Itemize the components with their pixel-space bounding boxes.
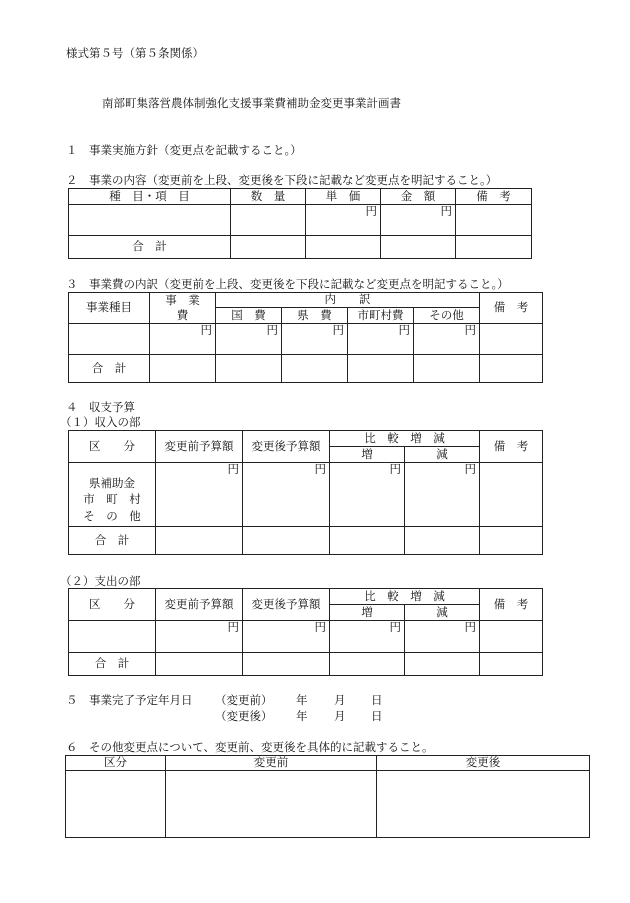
header-item: 種 目・項 目 — [69, 189, 231, 205]
income-item-municipal: 市 町 村 — [83, 492, 141, 507]
header-increase: 増 — [330, 447, 405, 463]
quantity-cell[interactable] — [231, 205, 306, 236]
decrease-cell[interactable]: 円 — [405, 463, 480, 527]
income-item-prefecture: 県補助金 — [89, 476, 135, 491]
total-remarks-cell[interactable] — [480, 527, 543, 555]
total-before-cell[interactable] — [156, 527, 243, 555]
completion-before-label: （変更前） — [215, 693, 273, 707]
section-2-heading: ２ 事業の内容（変更前を上段、変更後を下段に記載など変更点を明記すること。） — [66, 173, 498, 187]
completion-after-month: 月 — [334, 709, 346, 723]
header-project-cost-top: 事 業 — [150, 293, 216, 308]
section-5-heading: ５ 事業完了予定年月日 — [66, 693, 193, 707]
expense-heading: （２）支出の部 — [60, 574, 141, 588]
header-category: 区 分 — [69, 589, 156, 621]
header-project-type: 事業種目 — [69, 293, 150, 324]
other-changes-table — [65, 755, 590, 838]
header-unit-price: 単 価 — [306, 189, 381, 205]
header-remarks: 備 考 — [480, 293, 543, 324]
header-other: その他 — [414, 308, 480, 324]
total-increase-cell[interactable] — [330, 653, 405, 676]
header-increase: 増 — [330, 605, 405, 621]
remarks-cell[interactable] — [456, 205, 532, 236]
total-label: 合 計 — [69, 355, 150, 383]
header-municipal: 市町村費 — [348, 308, 414, 324]
increase-cell[interactable]: 円 — [330, 621, 405, 653]
total-after-cell[interactable] — [243, 653, 330, 676]
before-budget-cell[interactable]: 円 — [156, 463, 243, 527]
header-before-budget: 変更前予算額 — [156, 589, 243, 621]
header-category: 区分 — [66, 756, 166, 771]
header-before-change: 変更前 — [166, 756, 377, 771]
income-table — [68, 430, 543, 555]
remarks-cell[interactable] — [480, 621, 543, 653]
remarks-cell[interactable] — [480, 324, 543, 355]
total-remarks-cell[interactable] — [456, 236, 532, 259]
cost-breakdown-table — [68, 292, 543, 383]
header-prefecture: 県 費 — [282, 308, 348, 324]
after-change-cell[interactable] — [377, 771, 590, 838]
unit-price-cell[interactable]: 円 — [306, 205, 381, 236]
project-content-table — [68, 188, 532, 259]
completion-after-day: 日 — [371, 709, 383, 723]
income-categories — [69, 463, 156, 527]
other-cell[interactable]: 円 — [414, 324, 480, 355]
header-decrease: 減 — [405, 605, 480, 621]
after-budget-cell[interactable]: 円 — [243, 463, 330, 527]
total-decrease-cell[interactable] — [405, 527, 480, 555]
header-quantity: 数 量 — [231, 189, 306, 205]
section-4-heading: ４ 収支予算 — [66, 400, 135, 414]
header-remarks: 備 考 — [480, 431, 543, 463]
project-type-cell[interactable] — [69, 324, 150, 355]
header-after-budget: 変更後予算額 — [243, 589, 330, 621]
expense-table — [68, 588, 543, 676]
total-label: 合 計 — [69, 653, 156, 676]
header-remarks: 備 考 — [480, 589, 543, 621]
section-1-heading: １ 事業実施方針（変更点を記載すること。） — [66, 143, 302, 157]
item-cell[interactable] — [69, 205, 231, 236]
section-6-heading: ６ その他変更点について、変更前、変更後を具体的に記載すること。 — [66, 740, 434, 754]
income-item-other: そ の 他 — [83, 508, 141, 523]
before-budget-cell[interactable]: 円 — [156, 621, 243, 653]
decrease-cell[interactable]: 円 — [405, 621, 480, 653]
header-decrease: 減 — [405, 447, 480, 463]
total-decrease-cell[interactable] — [405, 653, 480, 676]
after-budget-cell[interactable]: 円 — [243, 621, 330, 653]
completion-after-year: 年 — [296, 709, 308, 723]
total-national-cell[interactable] — [216, 355, 282, 383]
total-after-cell[interactable] — [243, 527, 330, 555]
total-increase-cell[interactable] — [330, 527, 405, 555]
amount-cell[interactable]: 円 — [381, 205, 456, 236]
total-quantity-cell[interactable] — [231, 236, 306, 259]
header-project-cost-bottom: 費 — [150, 308, 216, 324]
header-amount: 金 額 — [381, 189, 456, 205]
total-cost-cell[interactable] — [150, 355, 216, 383]
prefecture-cell[interactable]: 円 — [282, 324, 348, 355]
category-cell[interactable] — [66, 771, 166, 838]
expense-category-cell[interactable] — [69, 621, 156, 653]
header-after-budget: 変更後予算額 — [243, 431, 330, 463]
completion-after-label: （変更後） — [215, 709, 273, 723]
header-before-budget: 変更前予算額 — [156, 431, 243, 463]
header-remarks: 備 考 — [456, 189, 532, 205]
header-after-change: 変更後 — [377, 756, 590, 771]
completion-before-year: 年 — [296, 693, 308, 707]
header-comparison: 比 較 増 減 — [330, 589, 480, 605]
completion-before-month: 月 — [334, 693, 346, 707]
total-prefecture-cell[interactable] — [282, 355, 348, 383]
project-cost-cell[interactable]: 円 — [150, 324, 216, 355]
header-category: 区 分 — [69, 431, 156, 463]
header-comparison: 比 較 増 減 — [330, 431, 480, 447]
total-other-cell[interactable] — [414, 355, 480, 383]
header-national: 国 費 — [216, 308, 282, 324]
remarks-cell[interactable] — [480, 463, 543, 527]
increase-cell[interactable]: 円 — [330, 463, 405, 527]
document-title: 南部町集落営農体制強化支援事業費補助金変更事業計画書 — [102, 96, 401, 110]
form-label: 様式第５号（第５条関係） — [66, 46, 204, 60]
total-label: 合 計 — [69, 527, 156, 555]
total-unit-price-cell[interactable] — [306, 236, 381, 259]
total-before-cell[interactable] — [156, 653, 243, 676]
national-cell[interactable]: 円 — [216, 324, 282, 355]
total-municipal-cell[interactable] — [348, 355, 414, 383]
total-remarks-cell[interactable] — [480, 355, 543, 383]
municipal-cell[interactable]: 円 — [348, 324, 414, 355]
total-label: 合 計 — [69, 236, 231, 259]
completion-before-day: 日 — [371, 693, 383, 707]
header-breakdown: 内 訳 — [216, 293, 480, 308]
total-amount-cell[interactable] — [381, 236, 456, 259]
before-change-cell[interactable] — [166, 771, 377, 838]
income-heading: （１）収入の部 — [60, 415, 141, 429]
total-remarks-cell[interactable] — [480, 653, 543, 676]
section-3-heading: ３ 事業費の内訳（変更前を上段、変更後を下段に記載など変更点を明記すること。） — [66, 277, 509, 291]
